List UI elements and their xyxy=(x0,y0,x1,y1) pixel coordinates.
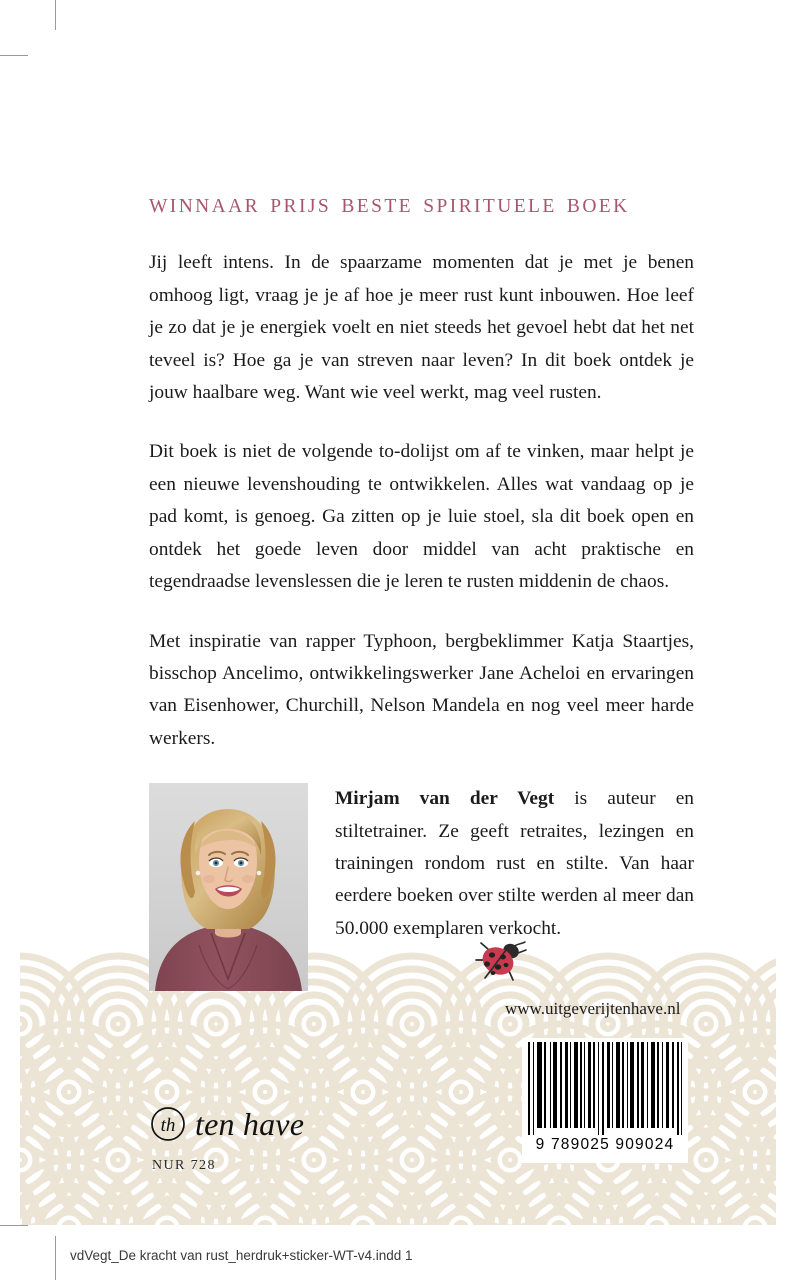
th-monogram-icon xyxy=(150,1106,186,1142)
crop-mark-bottom-left-vertical xyxy=(55,1236,56,1280)
publisher-website-url: www.uitgeverijtenhave.nl xyxy=(505,999,681,1018)
blurb-paragraph-1: Jij leeft intens. In de spaarzame momenten dat je met je benen omhoog ligt, vraag je je af hoe je meer rust kunt inbouwen. Hoe leef je zo dat je je energiek voelt en niet steeds het gevoel hebt dat het net teveel is? Hoe ga je van streven naar leven? In dit boek ontdek je jouw haalbare weg. Want wie veel werkt, mag veel rusten. xyxy=(149,252,694,404)
author-bio-text xyxy=(335,783,694,945)
blurb-paragraph-2: Dit boek is niet de volgende to-dolijst om af te vinken, maar helpt je een nieuwe levenshouding te ontwikkelen. Alles wat vandaag op je pad komt, is genoeg. Ga zitten op je luie stoel, sla dit boek open en ontdek het goede leven door middel van acht praktische en tegendraadse levenslessen die je leren te rusten middenin de chaos. xyxy=(149,441,694,593)
isbn-barcode xyxy=(522,1038,688,1163)
publisher-logo-row xyxy=(150,1106,304,1142)
blurb-paragraph-3: Met inspiratie van rapper Typhoon, bergbeklimmer Katja Staartjes, bisschop Ancelimo, ontwikkelingswerker Jane Acheloi en ervaringen van Eisenhower, Churchill, Nelson Mandela en nog veel meer harde werkers. xyxy=(149,630,694,749)
author-block xyxy=(149,783,694,991)
publisher-logo-block xyxy=(150,1106,304,1174)
author-bio-rest: is auteur en stiltetrainer. Ze geeft retraites, lezingen en trainingen rondom rust en stilte. Van haar eerdere boeken over stilte werden al meer dan 50.000 exemplaren verkocht. xyxy=(335,788,694,939)
publisher-name: ten have xyxy=(195,1106,305,1142)
isbn-barcode-digits: 9 789025 909024 xyxy=(535,1136,675,1153)
author-portrait-photo xyxy=(149,783,308,991)
svg-text:th: th xyxy=(160,1115,176,1136)
print-production-footer: vdVegt_De kracht van rust_herdruk+sticker-WT-v4.indd 1 xyxy=(70,1248,413,1263)
barcode-bars xyxy=(525,1042,685,1135)
author-name: Mirjam van der Vegt xyxy=(335,788,555,810)
crop-mark-bottom-left-horizontal xyxy=(0,1225,28,1226)
back-cover-content xyxy=(149,0,694,991)
award-banner: WINNAAR PRIJS BESTE SPIRITUELE BOEK xyxy=(149,196,630,217)
crop-mark-top-left-horizontal xyxy=(0,55,28,56)
ladybug-icon xyxy=(473,930,529,986)
crop-mark-top-left-vertical xyxy=(55,0,56,30)
nur-code: NUR 728 xyxy=(152,1158,216,1173)
